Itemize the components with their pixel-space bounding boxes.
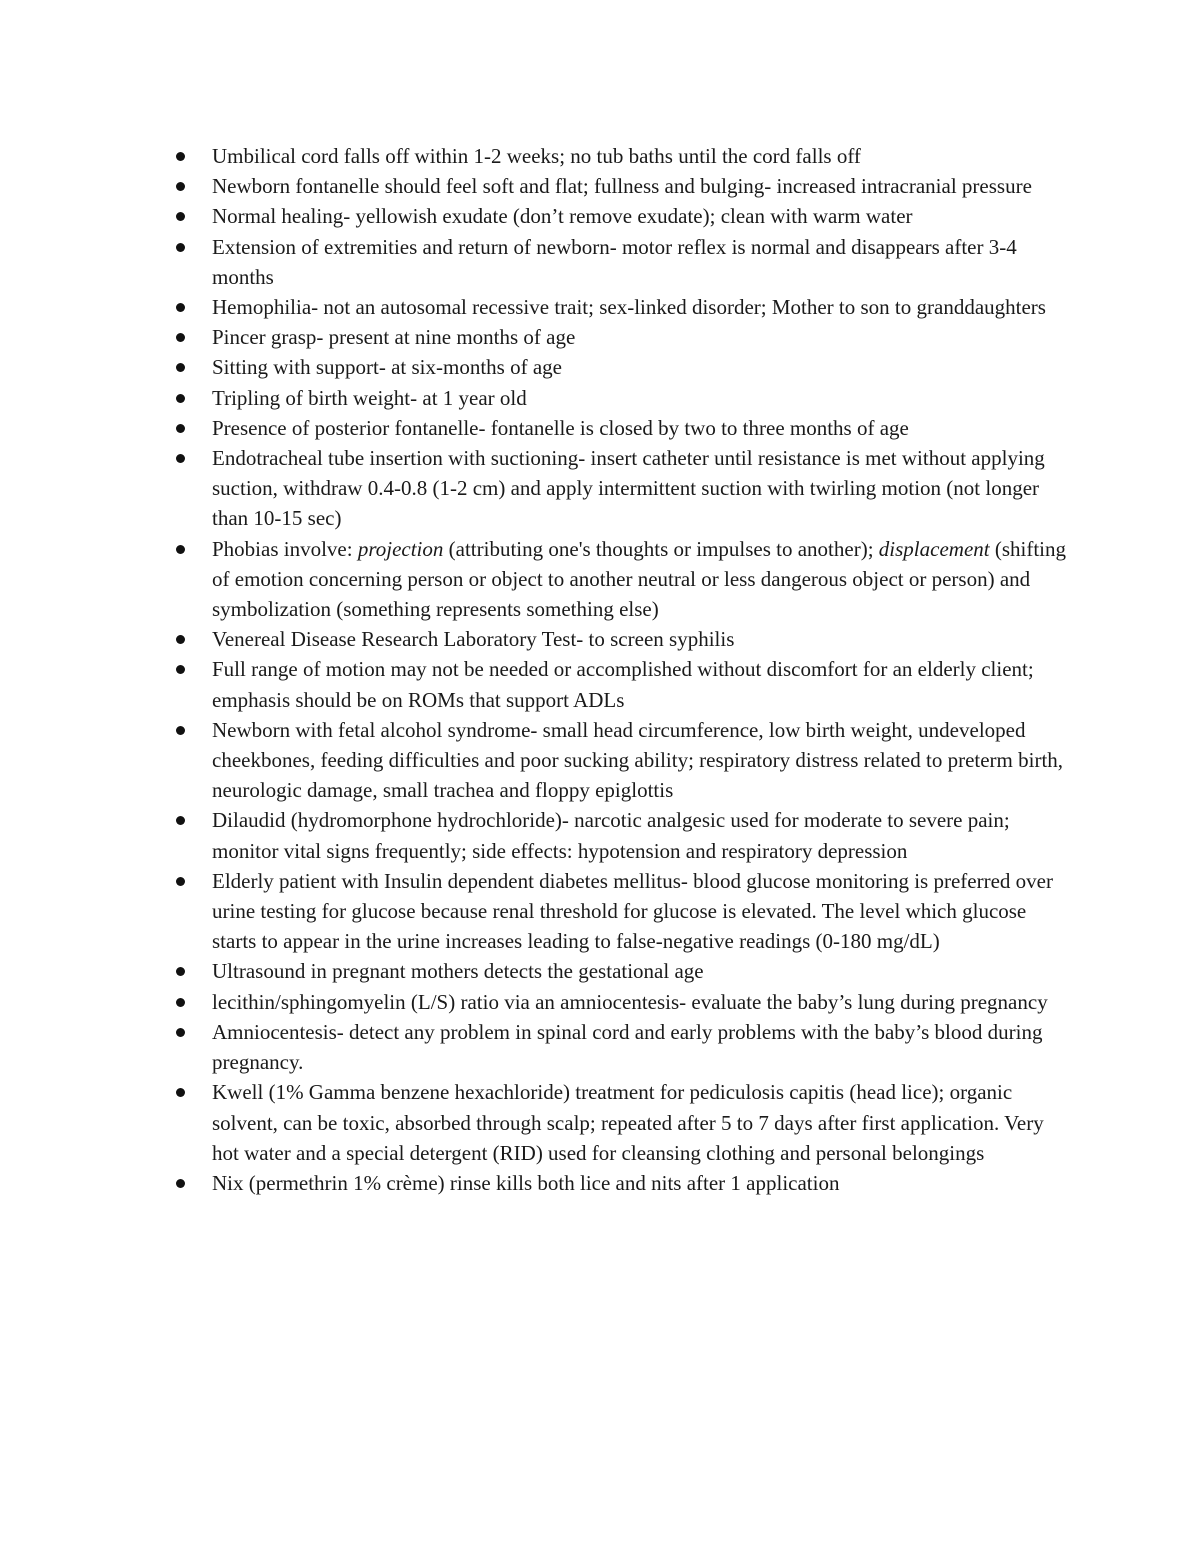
- phobias-intro: Phobias involve:: [212, 536, 358, 561]
- item-text: Sitting with support- at six-months of age: [212, 355, 562, 380]
- item-text: Nix (permethrin 1% crème) rinse kills both lice and nits after 1 application: [212, 1170, 840, 1195]
- item-text: Pincer grasp- present at nine months of age: [212, 325, 576, 350]
- list-item: [170, 1168, 1070, 1198]
- list-item: [170, 1017, 1070, 1077]
- list-item: [170, 232, 1070, 292]
- item-text: Full range of motion may not be needed or accomplished without discomfort for an elderly client; emphasis should be on ROMs that support ADLs: [212, 657, 1034, 712]
- list-item: [170, 654, 1070, 714]
- notes-bullet-list: [170, 141, 1070, 1198]
- item-text: Tripling of birth weight- at 1 year old: [212, 385, 527, 410]
- item-text: Amniocentesis- detect any problem in spinal cord and early problems with the baby’s blood during pregnancy.: [212, 1019, 1043, 1075]
- item-text: Elderly patient with Insulin dependent diabetes mellitus- blood glucose monitoring is preferred over urine testing for glucose because renal threshold for glucose is elevated. The level which glucose starts to appear in the urine increases leading to false-negative readings (0-180 mg/dL): [212, 868, 1053, 954]
- item-text: Kwell (1% Gamma benzene hexachloride) treatment for pediculosis capitis (head lice); organic solvent, can be toxic, absorbed through scalp; repeated after 5 to 7 days after first application. Very hot water and a special detergent (RID) used for cleansing clothing and personal belongings: [212, 1080, 1044, 1165]
- list-item: [170, 715, 1070, 806]
- list-item: [170, 201, 1070, 231]
- list-item: [170, 805, 1070, 865]
- list-item: [170, 171, 1070, 201]
- list-item: [170, 1077, 1070, 1168]
- projection-definition: (attributing one's thoughts or impulses to another);: [443, 536, 879, 561]
- list-item: [170, 322, 1070, 352]
- item-text: Dilaudid (hydromorphone hydrochloride)- narcotic analgesic used for moderate to severe pain; monitor vital signs frequently; side effects: hypotension and respiratory depression: [212, 808, 1010, 863]
- item-text: Newborn fontanelle should feel soft and flat; fullness and bulging- increased intracranial pressure: [212, 174, 1032, 199]
- item-text: Venereal Disease Research Laboratory Test- to screen syphilis: [212, 627, 735, 652]
- item-text: Endotracheal tube insertion with suctioning- insert catheter until resistance is met without applying suction, withdraw 0.4-0.8 (1-2 cm) and apply intermittent suction with twirling motion (not longer than 10-15 sec): [212, 446, 1045, 531]
- displacement-definition: (shifting of emotion concerning person or object to another neutral or less dangerous object or person) and symbolization (something represents something else): [212, 536, 1067, 622]
- projection-term: projection: [357, 536, 444, 561]
- list-item: [170, 987, 1070, 1017]
- list-item: [170, 443, 1070, 534]
- item-text: Presence of posterior fontanelle- fontanelle is closed by two to three months of age: [212, 415, 909, 440]
- list-item: [170, 413, 1070, 443]
- item-text: Normal healing- yellowish exudate (don’t remove exudate); clean with warm water: [212, 204, 913, 229]
- list-item: [170, 141, 1070, 171]
- list-item: [170, 866, 1070, 957]
- list-item: [170, 956, 1070, 986]
- item-text: Newborn with fetal alcohol syndrome- small head circumference, low birth weight, undeveloped cheekbones, feeding difficulties and poor sucking ability; respiratory distress related to preterm birth, neurologic damage, small trachea and floppy epiglottis: [212, 717, 1064, 803]
- item-text: Ultrasound in pregnant mothers detects the gestational age: [212, 959, 704, 984]
- item-text: Extension of extremities and return of newborn- motor reflex is normal and disappears after 3-4 months: [212, 234, 1017, 289]
- item-text: lecithin/sphingomyelin (L/S) ratio via an amniocentesis- evaluate the baby’s lung during pregnancy: [212, 989, 1048, 1014]
- list-item: [170, 624, 1070, 654]
- displacement-term: displacement: [878, 536, 990, 561]
- list-item-phobias: [170, 534, 1070, 625]
- list-item: [170, 383, 1070, 413]
- item-text: Umbilical cord falls off within 1-2 weeks; no tub baths until the cord falls off: [212, 144, 861, 168]
- item-text: Hemophilia- not an autosomal recessive trait; sex-linked disorder; Mother to son to granddaughters: [212, 295, 1046, 320]
- list-item: [170, 292, 1070, 322]
- list-item: [170, 352, 1070, 382]
